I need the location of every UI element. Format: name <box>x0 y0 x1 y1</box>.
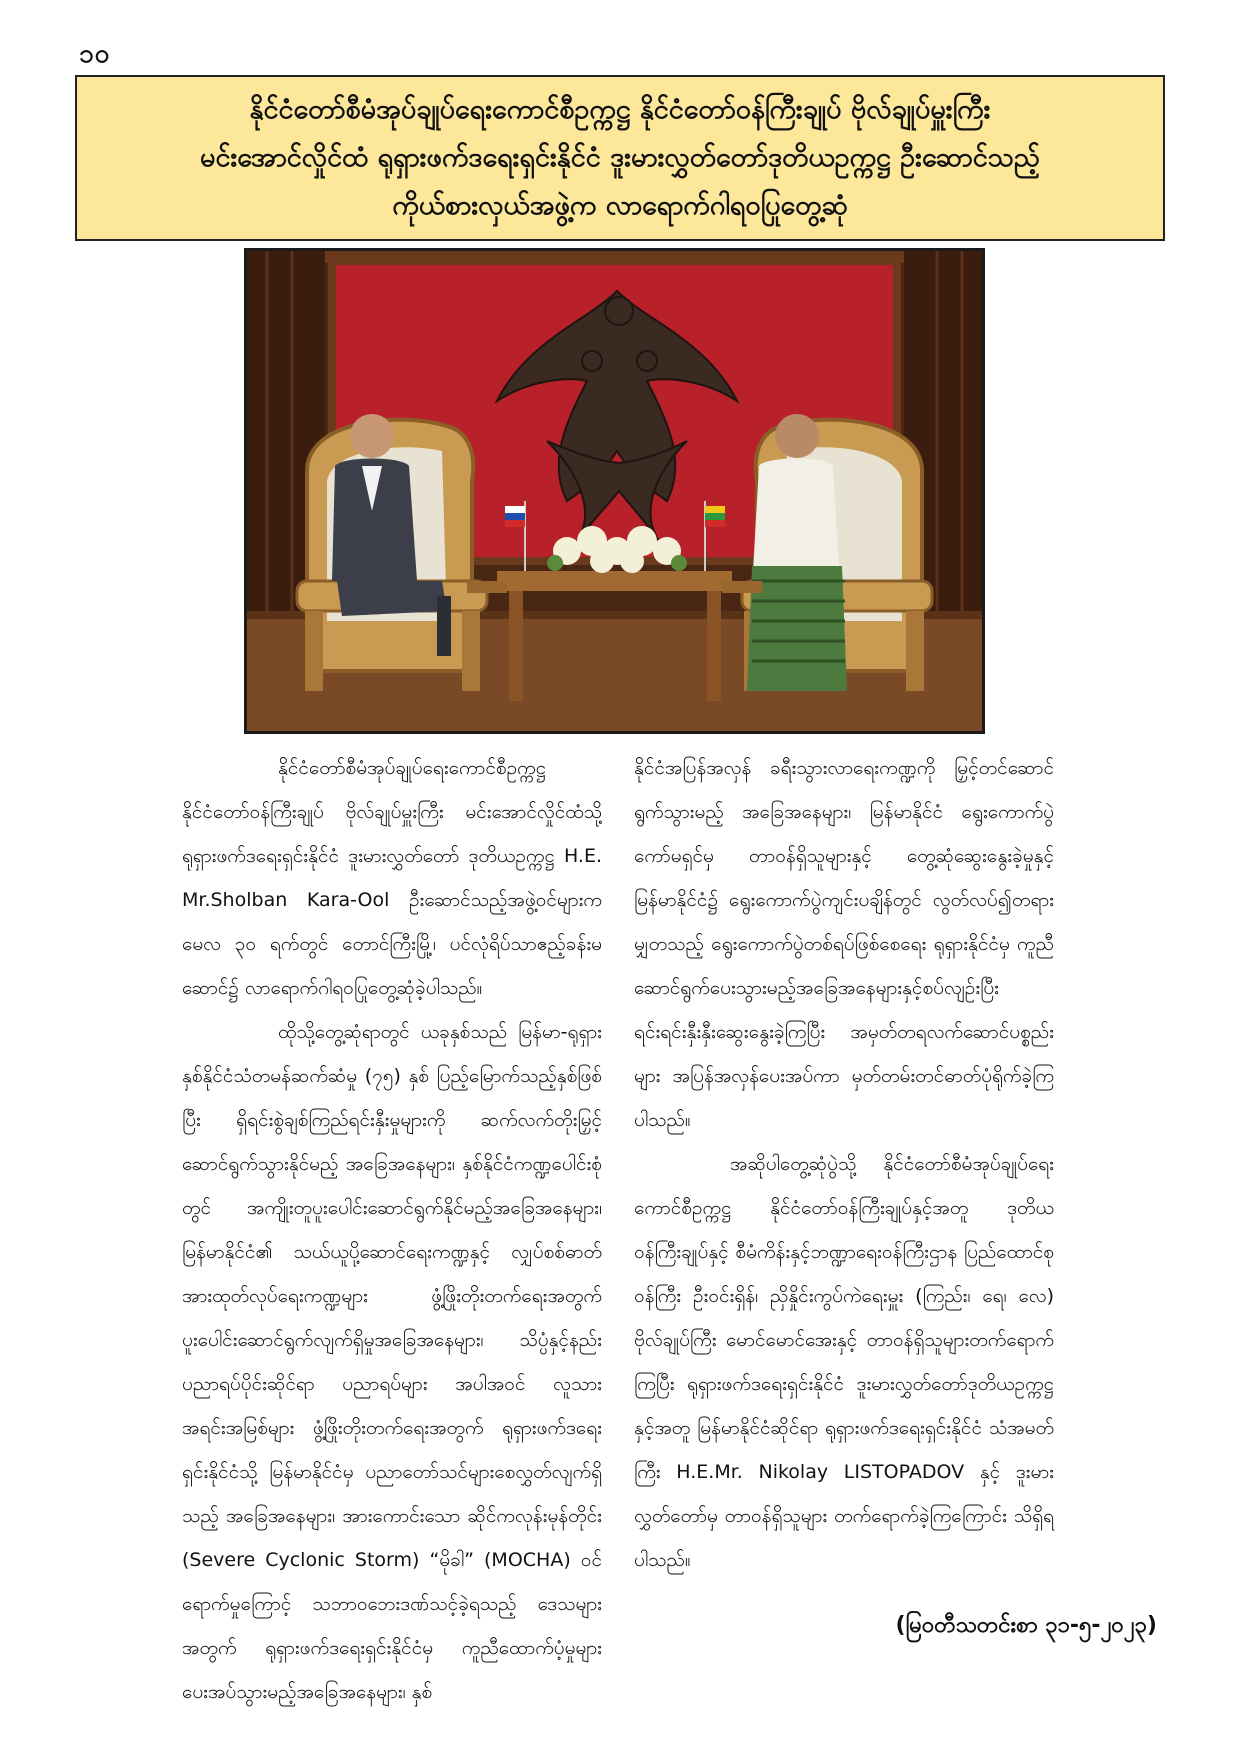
meeting-photo <box>244 248 985 734</box>
article-paragraph-2: ထိုသို့တွေ့ဆုံရာတွင် ယခုနှစ်သည် မြန်မာ-ရုရှား နှစ်နိုင်ငံသံတမန်ဆက်ဆံမှု (၇၅) နှစ် ပြည့်မြောက်သည့်နှစ်ဖြစ်ပြီး ရှိရင်းစွဲချစ်ကြည်ရင်းနှီးမှုများကို ဆက်လက်တိုးမြှင့်ဆောင်ရွက်သွားနိုင်မည့် အခြေအနေများ၊ နှစ်နိုင်ငံကဏ္ဍပေါင်းစုံတွင် အကျိုးတူပူးပေါင်းဆောင်ရွက်နိုင်မည့်အခြေအနေများ၊ မြန်မာနိုင်ငံ၏ သယ်ယူပို့ဆောင်ရေးကဏ္ဍနှင့် လျှပ်စစ်ဓာတ်အားထုတ်လုပ်ရေးကဏ္ဍများ ဖွံ့ဖြိုးတိုးတက်ရေးအတွက် ပူးပေါင်းဆောင်ရွက်လျက်ရှိမှုအခြေအနေများ၊ သိပ္ပံနှင့်နည်းပညာရပ်ပိုင်းဆိုင်ရာ ပညာရပ်များ အပါအဝင် လူသားအရင်းအမြစ်များ ဖွံ့ဖြိုးတိုးတက်ရေးအတွက် ရုရှားဖက်ဒရေးရှင်းနိုင်ငံသို့ မြန်မာနိုင်ငံမှ ပညာတော်သင်များစေလွှတ်လျက်ရှိသည့် အခြေအနေများ၊ အားကောင်းသော ဆိုင်ကလုန်းမုန်တိုင်း (Severe Cyclonic Storm) “မိုခါ” (MOCHA) ဝင်ရောက်မှုကြောင့် သဘာဝဘေးဒဏ်သင့်ခဲ့ရသည့် ဒေသများအတွက် ရုရှားဖက်ဒရေးရှင်းနိုင်ငံမှ ကူညီထောက်ပံ့မှုများ ပေးအပ်သွားမည့်အခြေအနေများ၊ နှစ် <box>182 1021 602 1703</box>
meeting-photo-icon <box>247 251 982 731</box>
headline-box <box>75 75 1165 241</box>
headline-line-1: နိုင်ငံတော်စီမံအုပ်ချုပ်ရေးကောင်စီဥက္ကဋ္ဌ နိုင်ငံတော်ဝန်ကြီးချုပ် ဗိုလ်ချုပ်မှူးကြီး <box>249 94 991 125</box>
article-paragraph-2-continued: နိုင်ငံအပြန်အလှန် ခရီးသွားလာရေးကဏ္ဍကို မြှင့်တင်ဆောင်ရွက်သွားမည့် အခြေအနေများ၊ မြန်မာနိုင်ငံ ရွေးကောက်ပွဲကော်မရှင်မှ တာဝန်ရှိသူများနှင့် တွေ့ဆုံဆွေးနွေးခဲ့မှုနှင့် မြန်မာနိုင်ငံ၌ ရွေးကောက်ပွဲကျင်းပချိန်တွင် လွတ်လပ်၍တရားမျှတသည့် ရွေးကောက်ပွဲတစ်ရပ်ဖြစ်စေရေး ရုရှားနိုင်ငံမှ ကူညီဆောင်ရွက်ပေးသွားမည့်အခြေအနေများနှင့်စပ်လျဉ်းပြီး ရင်းရင်းနှီးနှီးဆွေးနွေးခဲ့ကြပြီး အမှတ်တရလက်ဆောင်ပစ္စည်းများ အပြန်အလှန်ပေးအပ်ကာ မှတ်တမ်းတင်ဓာတ်ပုံရိုက်ခဲ့ကြပါသည်။ <box>634 757 1054 1131</box>
page-number: ၁၀ <box>79 39 111 69</box>
article-left-column <box>182 746 602 1714</box>
headline-line-2: မင်းအောင်လှိုင်ထံ ရုရှားဖက်ဒရေးရှင်းနိုင်ငံ ဒူးမားလွှတ်တော်ဒုတိယဥက္ကဋ္ဌ ဦးဆောင်သည့် <box>200 142 1040 173</box>
article-paragraph-1: နိုင်ငံတော်စီမံအုပ်ချုပ်ရေးကောင်စီဥက္ကဋ္ဌ နိုင်ငံတော်ဝန်ကြီးချုပ် ဗိုလ်ချုပ်မှူးကြီး မင်းအောင်လှိုင်ထံသို့ ရုရှားဖက်ဒရေးရှင်းနိုင်ငံ ဒူးမားလွှတ်တော် ဒုတိယဥက္ကဋ္ဌ H.E. Mr.Sholban Kara-Ool ဦးဆောင်သည့်အဖွဲ့ဝင်များက မေလ ၃၀ ရက်တွင် တောင်ကြီးမြို့၊ ပင်လုံရိပ်သာဧည့်ခန်းမဆောင်၌ လာရောက်ဂါရဝပြုတွေ့ဆုံခဲ့ပါသည်။ <box>182 757 602 999</box>
source-citation: (မြဝတီသတင်းစာ ၃၁-၅-၂၀၂၃) <box>895 1613 1157 1638</box>
article-right-column <box>634 746 1054 1582</box>
headline-line-3: ကိုယ်စားလှယ်အဖွဲ့က လာရောက်ဂါရဝပြုတွေ့ဆုံ <box>392 190 848 221</box>
article-paragraph-3: အဆိုပါတွေ့ဆုံပွဲသို့ နိုင်ငံတော်စီမံအုပ်ချုပ်ရေးကောင်စီဥက္ကဋ္ဌ နိုင်ငံတော်ဝန်ကြီးချုပ်နှင့်အတူ ဒုတိယဝန်ကြီးချုပ်နှင့် စီမံကိန်းနှင့်ဘဏ္ဍာရေးဝန်ကြီးဌာန ပြည်ထောင်စုဝန်ကြီး ဦးဝင်းရှိန်၊ ညှိနှိုင်းကွပ်ကဲရေးမှူး (ကြည်း၊ ရေ၊ လေ) ဗိုလ်ချုပ်ကြီး မောင်မောင်အေးနှင့် တာဝန်ရှိသူများတက်ရောက်ကြပြီး ရုရှားဖက်ဒရေးရှင်းနိုင်ငံ ဒူးမားလွှတ်တော်ဒုတိယဥက္ကဋ္ဌနှင့်အတူ မြန်မာနိုင်ငံဆိုင်ရာ ရုရှားဖက်ဒရေးရှင်းနိုင်ငံ သံအမတ်ကြီး H.E.Mr. Nikolay LISTOPADOV နှင့် ဒူးမားလွှတ်တော်မှ တာဝန်ရှိသူများ တက်ရောက်ခဲ့ကြကြောင်း သိရှိရပါသည်။ <box>634 1153 1054 1571</box>
